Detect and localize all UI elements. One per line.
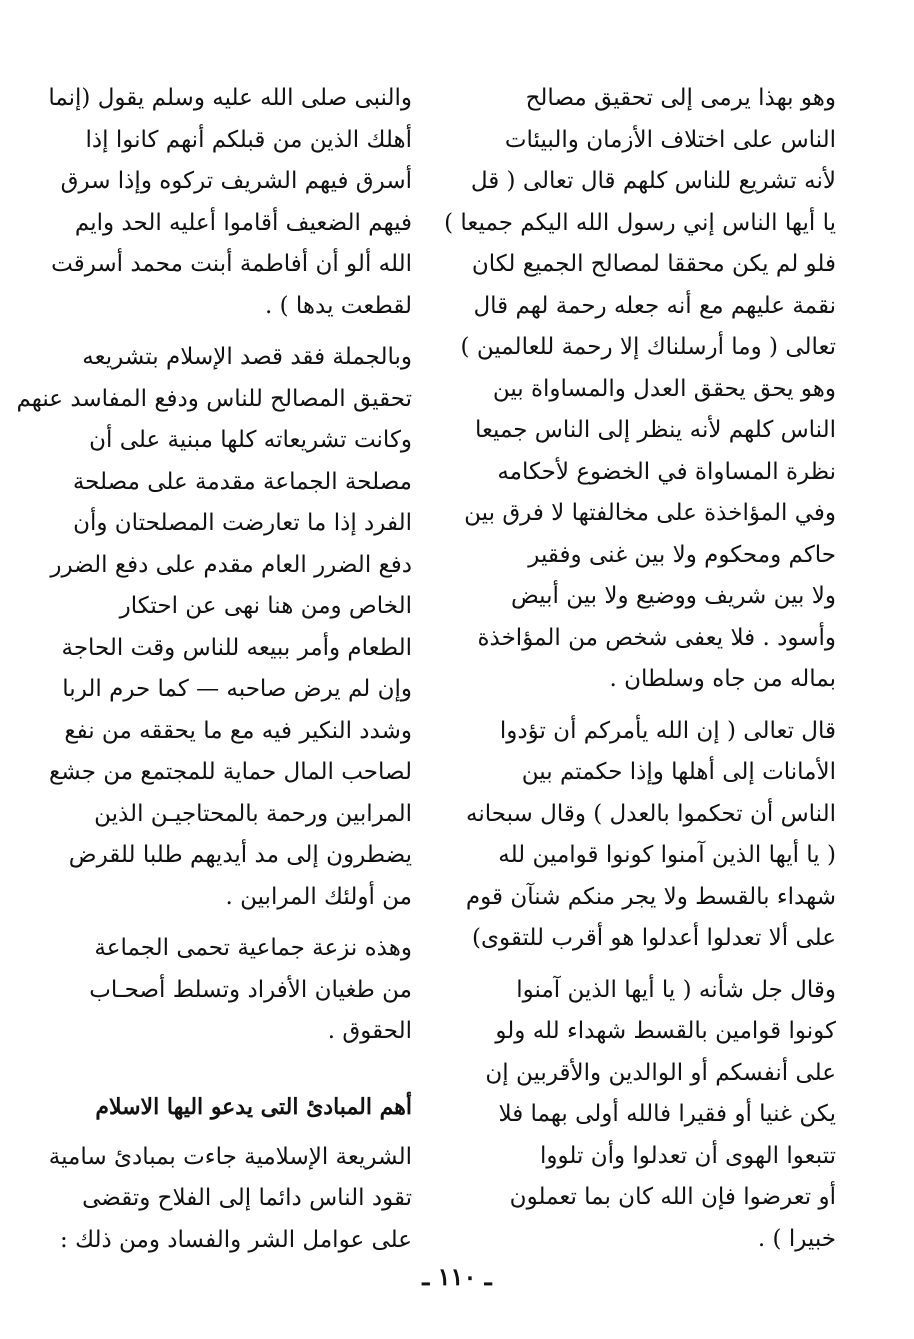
text-line: الأمانات إلى أهلها وإذا حكمتم بين xyxy=(521,759,836,785)
text-line: وبالجملة فقد قصد الإسلام بتشريعه xyxy=(82,344,412,370)
paragraph xyxy=(465,711,836,960)
text-line: من أولئك المرابين . xyxy=(225,883,412,910)
text-line: لصاحب المال حماية للمجتمع من جشع xyxy=(48,759,412,785)
left-column xyxy=(16,78,412,1261)
text-line: الفرد إذا ما تعارضت المصلحتان وأن xyxy=(73,510,412,536)
text-line: وكانت تشريعاته كلها مبنية على أن xyxy=(89,427,412,453)
text-line: وإن لم يرض صاحبه — كما حرم الربا xyxy=(62,676,412,702)
text-line: على عوامل الشر والفساد ومن ذلك : xyxy=(60,1226,412,1253)
text-line: وهو يحق يحقق العدل والمساواة بين xyxy=(492,375,836,402)
text-line: على ألا تعدلوا أعدلوا هو أقرب للتقوى) xyxy=(472,925,836,951)
text-line: أسرق فيهم الشريف تركوه وإذا سرق xyxy=(60,168,412,194)
text-line: تقود الناس دائما إلى الفلاح وتقضى xyxy=(82,1185,412,1211)
text-line: شهداء بالقسط ولا يجر منكم شنآن قوم xyxy=(465,883,836,910)
page-number: ـ ١١٠ ـ xyxy=(422,1262,492,1291)
text-line: ولا بين شريف ووضيع ولا بين أبيض xyxy=(510,583,836,609)
text-line: يكن غنيا أو فقيرا فالله أولى بهما فلا xyxy=(498,1101,836,1127)
right-column xyxy=(444,78,836,1260)
text-line: نقمة عليهم مع أنه جعله رحمة لهم قال xyxy=(473,292,836,319)
text-line: وهو بهذا يرمى إلى تحقيق مصالح xyxy=(525,85,836,111)
text-line: لأنه تشريع للناس كلهم قال تعالى ( قل xyxy=(470,168,836,194)
text-line: نظرة المساواة في الخضوع لأحكامه xyxy=(497,458,836,485)
text-line: يا أيها الناس إني رسول الله اليكم جميعا ) xyxy=(444,209,836,236)
text-line: تعالى ( وما أرسلناك إلا رحمة للعالمين ) xyxy=(460,334,836,360)
text-line: والنبى صلى الله عليه وسلم يقول (إنما xyxy=(48,85,412,111)
text-line: وشدد النكير فيه مع ما يحققه من نفع xyxy=(64,717,412,744)
text-line: فلو لم يكن محققا لمصالح الجميع لكان xyxy=(471,251,836,277)
text-line: الناس على اختلاف الأزمان والبيئات xyxy=(504,126,836,153)
text-line: تتبعوا الهوى أن تعدلوا وأن تلووا xyxy=(539,1142,836,1169)
text-line: أهلك الذين من قبلكم أنهم كانوا إذا xyxy=(85,126,412,153)
text-line: أو تعرضوا فإن الله كان بما تعملون xyxy=(509,1184,836,1210)
text-line: ( يا أيها الذين آمنوا كونوا قوامين لله xyxy=(498,842,836,868)
text-line: فيهم الضعيف أقاموا أعليه الحد وايم xyxy=(74,209,412,236)
text-line: على أنفسكم أو الوالدين والأقربين إن xyxy=(485,1059,836,1086)
paragraph xyxy=(60,928,412,1053)
text-line: بماله من جاه وسلطان . xyxy=(609,666,836,692)
paragraph xyxy=(444,78,836,369)
text-line: مصلحة الجماعة مقدمة على مصلحة xyxy=(72,468,412,495)
text-line: الطعام وأمر ببيعه للناس وقت الحاجة xyxy=(61,634,412,661)
section-heading: أهم المبادئ التى يدعو اليها الاسلام xyxy=(95,1093,412,1120)
text-line: الخاص ومن هنا نهى عن احتكار xyxy=(119,593,412,619)
paragraph xyxy=(16,337,412,918)
text-line: خبيرا ) . xyxy=(757,1225,836,1252)
text-line: يضطرون إلى مد أيديهم طلبا للقرض xyxy=(68,842,412,868)
text-line: وقال جل شأنه ( يا أيها الذين آمنوا xyxy=(516,976,836,1003)
text-line: حاكم ومحكوم ولا بين غنى وفقير xyxy=(528,541,836,568)
text-line: الحقوق . xyxy=(327,1018,412,1044)
text-line: المرابين ورحمة بالمحتاجيـن الذين xyxy=(94,800,412,827)
paragraph xyxy=(481,970,836,1261)
text-line: وهذه نزعة جماعية تحمى الجماعة xyxy=(94,935,412,961)
paragraph xyxy=(48,78,412,327)
text-line: دفع الضرر العام مقدم على دفع الضرر xyxy=(50,551,412,578)
paragraph xyxy=(48,1137,412,1262)
text-line: الناس كلهم لأنه ينظر إلى الناس جميعا xyxy=(474,417,836,443)
text-line: قال تعالى ( إن الله يأمركم أن تؤدوا xyxy=(499,717,836,744)
text-line: من طغيان الأفراد وتسلط أصحـاب xyxy=(89,976,412,1003)
text-line: وفي المؤاخذة على مخالفتها لا فرق بين xyxy=(464,500,836,526)
text-line: لقطعت يدها ) . xyxy=(264,292,412,319)
text-line: الناس أن تحكموا بالعدل ) وقال سبحانه xyxy=(466,800,836,827)
text-line: وأسود . فلا يعفى شخص من المؤاخذة xyxy=(477,624,836,651)
text-line: الشريعة الإسلامية جاءت بمبادئ سامية xyxy=(48,1143,412,1170)
text-line: الله ألو أن أفاطمة أبنت محمد أسرقت xyxy=(51,251,412,277)
paragraph xyxy=(464,369,836,701)
text-line: كونوا قوامين بالقسط شهداء لله ولو xyxy=(495,1018,836,1044)
text-line: تحقيق المصالح للناس ودفع المفاسد عنهم xyxy=(16,385,412,412)
